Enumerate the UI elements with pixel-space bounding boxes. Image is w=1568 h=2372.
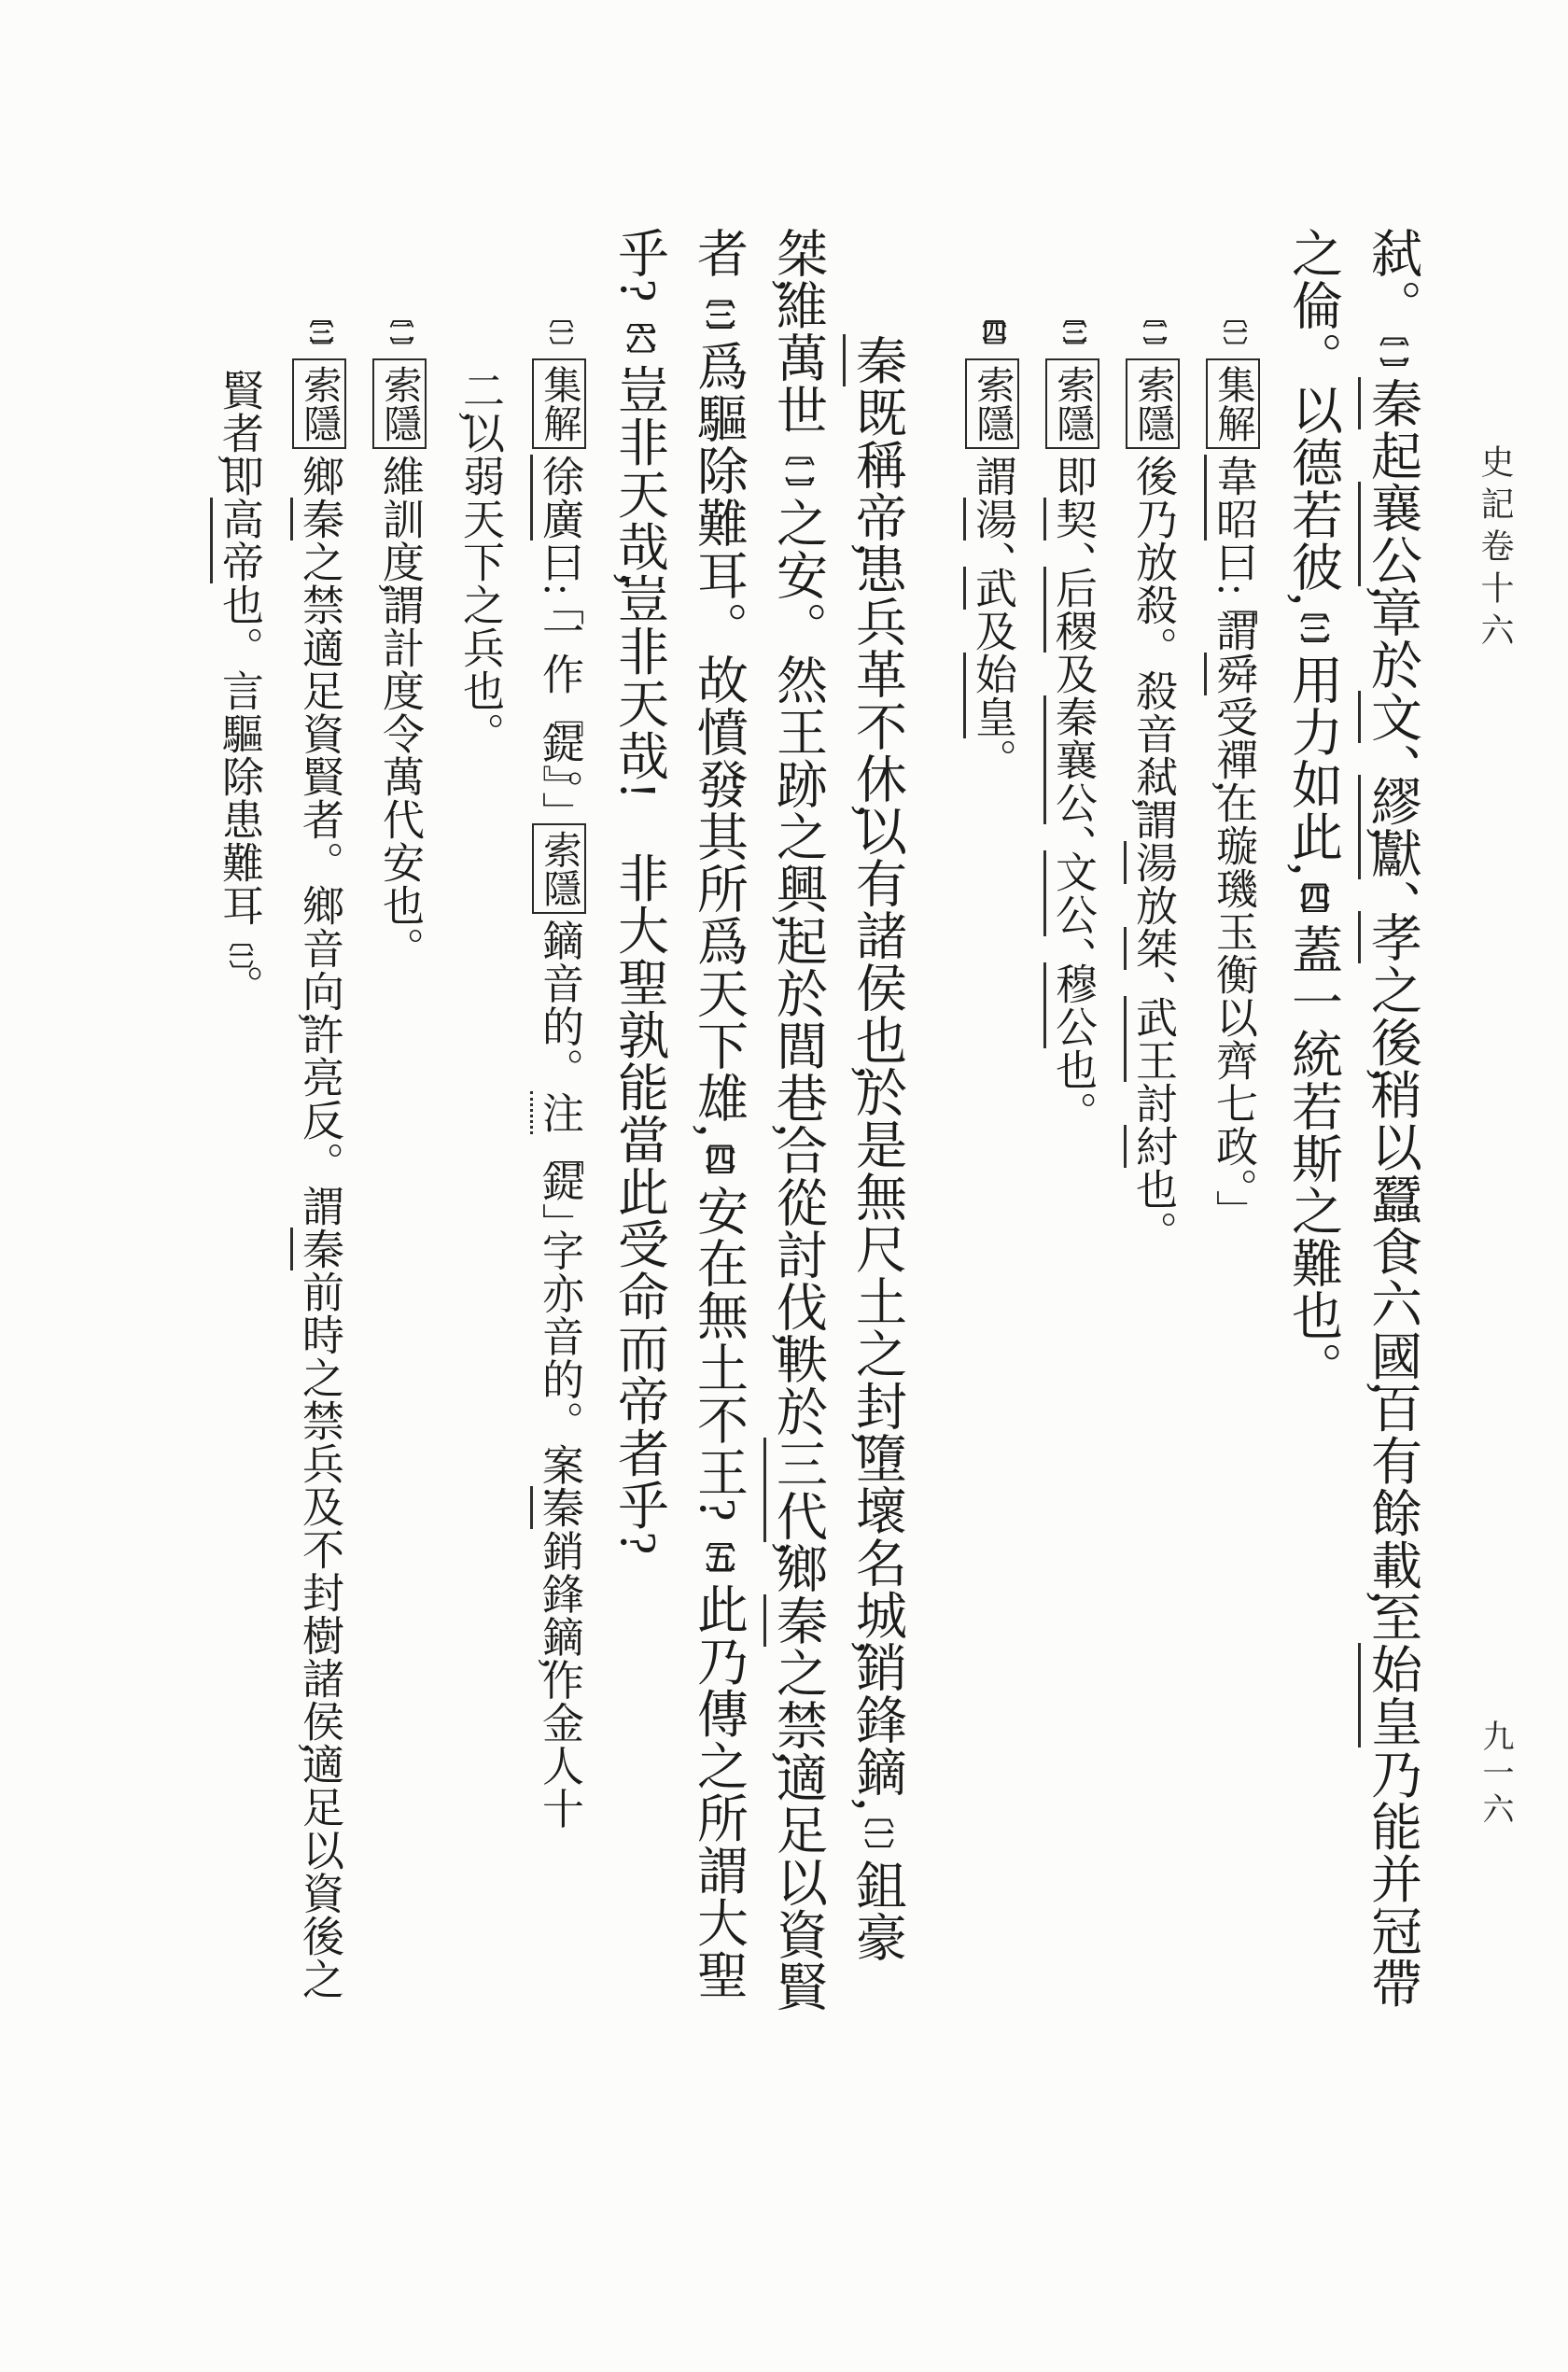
proper-noun: 湯 xyxy=(963,498,1015,540)
text-run: 賢者即 xyxy=(216,369,262,498)
text-run: 、 xyxy=(1364,879,1421,912)
proper-noun: 紂 xyxy=(1124,1125,1176,1168)
title-mark: 注 xyxy=(530,1091,582,1134)
main-column xyxy=(758,227,837,2013)
main-column xyxy=(679,227,758,2013)
text-run: 也。 xyxy=(1129,1167,1176,1254)
note-marker: 〔三〕 xyxy=(1059,303,1086,354)
text-run: 二以弱天下之兵也。 xyxy=(456,369,503,755)
text-run: 者 xyxy=(690,227,747,279)
text-run: 及 xyxy=(1049,652,1096,695)
text-run: 及 xyxy=(969,609,1015,653)
proper-noun: 秦 xyxy=(843,334,905,386)
text-run: 鄉 xyxy=(769,1542,826,1595)
proper-noun: 高帝 xyxy=(210,498,262,583)
proper-noun: 孝 xyxy=(1358,911,1421,963)
proper-noun: 繆 xyxy=(1358,775,1421,827)
text-run: 、 xyxy=(1129,970,1176,996)
running-title: 史記卷十六 xyxy=(1477,444,1514,654)
commentary-column xyxy=(1193,303,1273,2013)
text-run: 謂 xyxy=(969,455,1015,498)
note-marker: 〔三〕 xyxy=(1296,593,1329,654)
note-marker: 〔二〕 xyxy=(781,436,814,498)
text-run: 此乃傳之所謂大聖 xyxy=(690,1582,747,2001)
text-run: 維訓度謂計度令萬代安也。 xyxy=(376,455,423,971)
commentary-column xyxy=(1113,303,1193,2013)
commentary-source-label: 索隱 xyxy=(965,358,1019,449)
text-run: 、 xyxy=(1049,935,1096,962)
text-run: 之後稍以蠶食六國百有餘載至 xyxy=(1364,963,1421,1644)
commentary-column xyxy=(952,303,1032,2013)
text-run: 、 xyxy=(1049,540,1096,567)
text-run: 、 xyxy=(969,540,1015,567)
note-marker: 〔四〕 xyxy=(979,303,1006,354)
text-run: 弑。 xyxy=(1364,227,1421,331)
text-run: 爲驅除難耳。故憤發其所爲天下雄 xyxy=(690,340,747,1125)
text-run: 後乃放殺。殺音弒謂 xyxy=(1129,455,1176,842)
commentary-column xyxy=(279,303,359,2013)
proper-noun: 襄公 xyxy=(1358,482,1421,586)
proper-noun: 武 xyxy=(963,567,1015,610)
text-run: 之禁適足以資賢 xyxy=(769,1647,826,2014)
main-column xyxy=(1273,227,1352,2013)
main-column xyxy=(837,334,917,2013)
note-marker: 〔五〕 xyxy=(702,1522,735,1583)
text-run: 「鍉」字亦音的。案 xyxy=(536,1133,582,1487)
proper-noun: 始皇 xyxy=(963,653,1015,738)
text-run: 章於 xyxy=(1364,586,1421,692)
text-run: 鉏豪 xyxy=(848,1859,905,1964)
text-run: 前時之禁兵及不封樹諸侯適足以資後之 xyxy=(296,1270,343,2001)
text-run: 蓋一統若斯之難也。 xyxy=(1284,923,1341,1395)
text-run: 起 xyxy=(1364,429,1421,483)
proper-noun: 秦襄公 xyxy=(1043,695,1096,824)
proper-noun: 舜 xyxy=(1204,653,1256,695)
main-column xyxy=(1352,227,1432,2013)
text-run: 之倫。以德若彼 xyxy=(1284,227,1341,593)
text-run: 。 xyxy=(969,737,1015,781)
commentary-column xyxy=(359,303,440,2013)
proper-noun: 秦 xyxy=(763,1594,826,1647)
commentary-source-label: 集解 xyxy=(1206,358,1260,449)
proper-noun: 后稷 xyxy=(1043,567,1096,653)
proper-noun: 始皇 xyxy=(1358,1643,1421,1747)
proper-noun: 秦 xyxy=(530,1486,582,1529)
text-run: 桀維萬世 xyxy=(769,227,826,436)
text-run: 也。言驅除患難耳 xyxy=(216,583,262,927)
proper-noun: 桀 xyxy=(1124,927,1176,970)
text-run: 之安。然王跡之興起於閭巷合從討伐軼於 xyxy=(769,497,826,1439)
text-run: 、 xyxy=(1049,823,1096,850)
text-run: 放 xyxy=(1129,884,1176,928)
text-run: 即 xyxy=(1049,455,1096,498)
text-run: 鏑音的。 xyxy=(536,919,582,1091)
proper-noun: 武王 xyxy=(1124,996,1176,1082)
proper-noun: 秦 xyxy=(290,1228,343,1270)
note-marker: 〔六〕 xyxy=(623,302,655,364)
text-run: 曰「謂 xyxy=(1210,540,1256,653)
proper-noun: 穆公 xyxy=(1043,962,1096,1048)
text-run: 鄉 xyxy=(296,455,343,498)
commentary-column xyxy=(1032,303,1113,2013)
commentary-source-label: 索隱 xyxy=(532,823,586,914)
note-marker: 〔一〕 xyxy=(1220,303,1247,354)
proper-noun: 秦 xyxy=(1358,377,1421,429)
text-run: 用力如此 xyxy=(1284,653,1341,863)
text-run: 銷鋒鏑作金人十 xyxy=(536,1529,582,1831)
commentary-column xyxy=(199,369,279,2013)
text-run: 。 xyxy=(216,964,262,1008)
note-marker: 〔一〕 xyxy=(861,1798,893,1860)
commentary-source-label: 索隱 xyxy=(1045,358,1099,449)
proper-noun: 徐廣 xyxy=(530,455,582,540)
proper-noun: 三代 xyxy=(763,1438,826,1542)
commentary-column xyxy=(440,369,519,2013)
text-run: 、 xyxy=(1364,743,1421,776)
note-marker: 〔一〕 xyxy=(546,303,573,354)
note-marker: 〔四〕 xyxy=(702,1124,735,1186)
text-run: 之禁適足資賢者。鄉音向許亮反。謂 xyxy=(296,540,343,1228)
proper-noun: 秦 xyxy=(290,498,343,540)
text-run: 乃能并冠帶 xyxy=(1364,1747,1421,2010)
text-run: 乎? xyxy=(610,227,667,303)
note-marker: 〔二〕 xyxy=(386,303,413,354)
proper-noun: 文公 xyxy=(1043,850,1096,936)
text-block xyxy=(199,227,1432,2013)
note-marker: 〔四〕 xyxy=(1296,863,1329,924)
commentary-column xyxy=(519,303,599,2013)
text-run: 既稱帝患兵革不休以有諸侯也於是無尺土之封墮壞名城銷鋒鏑 xyxy=(848,386,905,1798)
commentary-source-label: 集解 xyxy=(532,358,586,449)
commentary-source-label: 索隱 xyxy=(372,358,427,449)
note-marker: 〔三〕 xyxy=(306,303,333,354)
main-column xyxy=(599,227,679,2013)
note-marker: 〔一〕 xyxy=(226,927,253,965)
note-marker: 〔二〕 xyxy=(1140,303,1167,354)
commentary-source-label: 索隱 xyxy=(292,358,346,449)
text-run: 受禪在璇璣玉衡以齊七政。」 xyxy=(1210,695,1256,1216)
proper-noun: 湯 xyxy=(1124,841,1176,884)
proper-noun: 獻 xyxy=(1358,827,1421,879)
page-number: 九一六 xyxy=(1477,1719,1512,1829)
note-marker: 〔三〕 xyxy=(702,279,735,341)
proper-noun: 文 xyxy=(1358,691,1421,743)
note-marker: 〔二〕 xyxy=(1376,331,1408,378)
text-run: 也。 xyxy=(1049,1047,1096,1134)
text-run: 安在無土不王? xyxy=(690,1185,747,1523)
text-run: 豈非天哉豈非天哉! 非大聖孰能當此受命而帝者乎? xyxy=(610,363,667,1556)
text-run: 曰「一作『鍉』。」 xyxy=(536,540,582,818)
text-run: 討 xyxy=(1129,1081,1176,1125)
proper-noun: 契 xyxy=(1043,498,1096,540)
proper-noun: 韋昭 xyxy=(1204,455,1256,540)
commentary-source-label: 索隱 xyxy=(1126,358,1180,449)
